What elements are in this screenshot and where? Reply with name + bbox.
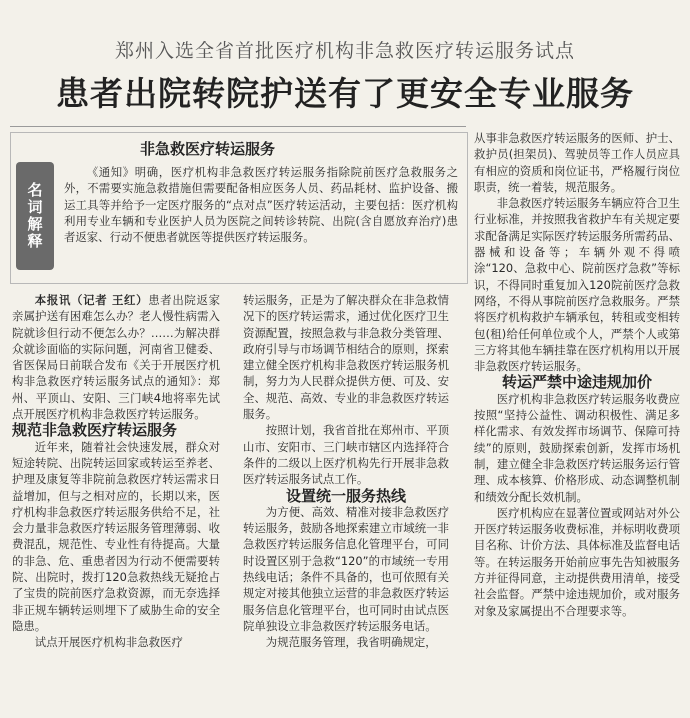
- column-3: [474, 130, 680, 619]
- paragraph: 从事非急救医疗转运服务的医师、护士、救护员(担架员)、驾驶员等工作人员应具有相应的资质和岗位证书，严格履行岗位职责，统一着装，规范服务。: [474, 131, 680, 194]
- paragraph: 试点开展医疗机构非急救医疗: [34, 635, 183, 650]
- column-1: [12, 292, 220, 651]
- paragraph: 近年来，随着社会快速发展，群众对短途转院、出院转运回家或转运至养老、护理及康复等非院前急救医疗转运需求日益增加，但与之相对应的，长期以来，医疗机构非急救医疗转运服务供给不足，社会力量非急救医疗转运服务管理薄弱、收费混乱，规范性、专业性有待提高。大量的非急、危、重患者因为行动不便需要转院、出院时，拨打120急救热线无疑抢占了宝贵的院前医疗急救资源，而无奈选择非正规车辆转运则埋下了威胁生命的安全隐患。: [12, 439, 220, 633]
- paragraph: 医疗机构应在显著位置或网站对外公开医疗转运服务收费标准，并标明收费项目名称、计价方法、具体标准及监督电话等。在转运服务开始前应事先告知被服务方并征得同意，主动提供费用清单，接受社会监督。严禁中途违规加价，或对服务对象及家属提出不合理要求等。: [474, 505, 680, 618]
- paragraph: 医疗机构非急救医疗转运服务收费应按照“坚持公益性、调动积极性、满足多样化需求、有效发挥市场调节、保障可持续”的原则，鼓励探索创新，发挥市场机制，建立健全非急救医疗转运服务运行管理、成本核算、价格形成、动态调整机制和绩效分配长效机制。: [474, 391, 680, 504]
- subheadline: 郑州入选全省首批医疗机构非急救医疗转运服务试点: [114, 40, 575, 62]
- headline: 患者出院转院护送有了更安全专业服务: [56, 74, 634, 113]
- lead-paragraph: [12, 292, 220, 422]
- paragraph: 为规范服务管理，我省明确规定，: [265, 635, 437, 650]
- paragraph: 转运服务，正是为了解决群众在非急救情况下的医疗转运需求，通过优化医疗卫生资源配置，按照急救与非急救分类管理、政府引导与市场调节相结合的原则，探索建立健全医疗机构非急救医疗转运服务机制，努力为人民群众提供方便、可及、安全、规范、高效、专业的非急救医疗转运服务。: [243, 293, 449, 422]
- section-heading-hotline: 设置统一服务热线: [285, 486, 406, 505]
- paragraph: 为方便、高效、精准对接非急救医疗转运服务，鼓励各地探索建立市域统一非急救医疗转运服务信息化管理平台，可同时设置区别于急救“120”的市域统一专用热线电话；条件不具备的，也可依照有关规定对接其他独立运营的非急救医疗转运服务信息化管理平台，也可同时由试点医院单独设立非急救医疗转运服务电话。: [243, 504, 449, 633]
- paragraph: 非急救医疗转运服务车辆应符合卫生行业标准，并按照我省救护车有关规定要求配备满足实际医疗转运服务所需药品、器械和设备等；车辆外观不得喷涂“120、急救中心、院前医疗急救”等标识，不得同时重复加入120院前医疗急救网络，不得从事院前医疗急救服务。严禁将医疗机构救护车辆承包，转租或变相转包(租)给任何单位或个人，严禁个人或第三方将其他车辆挂靠在医疗机构用以开展非急救医疗转运服务。: [474, 196, 680, 374]
- glossary-tag: 名词解释: [16, 162, 54, 270]
- byline: 本报讯（记者 王红）: [34, 293, 149, 307]
- lead-paragraph-text: 患者出院返家亲属护送有困难怎么办？老人慢性病需入院就诊但行动不便怎么办？……为解决群众就诊面临的实际问题，河南省卫健委、省医保局日前联合发布《关于开展医疗机构非急救医疗转运服务试点的通知》：郑州、平顶山、安阳、三门峡4地将率先试点开展医疗机构非急救医疗转运服务。: [12, 293, 220, 422]
- top-rule-left: [10, 126, 466, 127]
- glossary-text: 《通知》明确，医疗机构非急救医疗转运服务指除院前医疗急救服务之外，不需要实施急救措施但需要配备相应医务人员、药品耗材、监护设备、搬运工具等并给予一定医疗服务的“点对点”医疗转运活动，主要包括：医疗机构利用专业车辆和专业医护人员为医院之间转诊转院、出院(含自愿放弃治疗)患者返家、行动不便患者就医等提供医疗转运服务。: [64, 165, 458, 245]
- paragraph: 按照计划，我省首批在郑州市、平顶山市、安阳市、三门峡市辖区内选择符合条件的二级以上医疗机构先行开展非急救医疗转运服务试点工作。: [243, 423, 449, 487]
- glossary-title: 非急救医疗转运服务: [140, 140, 276, 158]
- section-heading-regulate: 规范非急救医疗转运服务: [12, 421, 178, 440]
- section-heading-pricing: 转运严禁中途违规加价: [501, 373, 652, 392]
- column-2: [243, 292, 449, 651]
